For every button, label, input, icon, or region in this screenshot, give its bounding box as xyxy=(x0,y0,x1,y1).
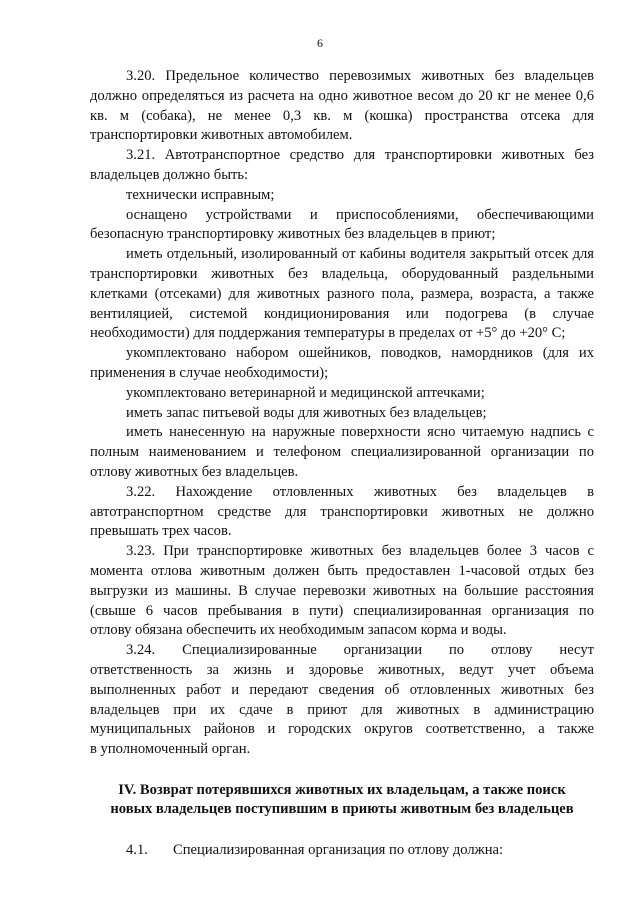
paragraph-line: владельцев при их сдаче в приют для животных в администрацию xyxy=(90,701,594,718)
item-4-1-number: 4.1. xyxy=(126,841,148,858)
paragraph-line: 3.24. Специализированные организации по отлову несут xyxy=(126,642,594,659)
paragraph-line: 3.23. При транспортировке животных без владельцев более 3 часов с xyxy=(126,543,594,560)
item-4-1-text: Специализированная организация по отлову должна: xyxy=(173,841,504,858)
paragraph-3-22: 3.22. Нахождение отловленных животных без владельцев в автотранспортном средстве для транспортировки животных не должно превышать трех часов. xyxy=(90,483,594,540)
requirement-first-aid-kits: укомплектовано ветеринарной и медицинской аптечками; xyxy=(126,384,485,401)
paragraph-line: отлову обязана обеспечить их необходимым запасом корма и воды. xyxy=(90,622,507,639)
paragraph-3-21: 3.21. Автотранспортное средство для транспортировки животных без владельцев должно быть: xyxy=(90,147,594,183)
paragraph-line: ответственность за жизнь и здоровье животных, ведут учет объема xyxy=(90,661,594,678)
page-number: 6 xyxy=(317,36,323,50)
paragraph-line: муниципальных районов и городских округов соответственно, а также xyxy=(90,721,594,738)
paragraph-3-24 xyxy=(90,641,594,760)
paragraph-line: в уполномоченный орган. xyxy=(90,741,251,758)
requirement-collars-leashes: укомплектовано набором ошейников, поводков, намордников (для их применения в случае необходимости); xyxy=(90,345,594,381)
section-heading-line-2: новых владельцев поступившим в приюты животным без владельцев xyxy=(110,801,574,818)
requirement-exterior-inscription: иметь нанесенную на наружные поверхности ясно читаемую надпись с полным наименованием и телефоном специализированной организации по отлову животных без владельцев. xyxy=(90,424,594,480)
item-4-1 xyxy=(90,841,594,861)
paragraph-3-23 xyxy=(90,542,594,641)
section-iv-heading xyxy=(90,781,594,820)
paragraph-line: момента отлова животным должен быть предоставлен 1-часовой отдых без xyxy=(90,562,594,579)
paragraph-line: выгрузки из машины. В случае перевозки животных на большие расстояния xyxy=(90,582,594,599)
paragraph-line: выполненных работ и передают сведения об отловленных животных без xyxy=(90,681,594,698)
requirement-separate-compartment: иметь отдельный, изолированный от кабины водителя закрытый отсек для транспортировки животных без владельца, оборудованный раздельными клетками (отсеками) для животных разного пола, размера, возраста, а также вентиляцией, системой кондиционирования или подогрева (в случае необходимости) для поддержания температуры в пределах от +5° до +20° С; xyxy=(90,246,594,342)
paragraph-line: (свыше 6 часов пребывания в пути) специализированная организация по xyxy=(90,602,594,619)
requirement-drinking-water: иметь запас питьевой воды для животных без владельцев; xyxy=(126,404,487,421)
requirement-equipped-devices: оснащено устройствами и приспособлениями, обеспечивающими безопасную транспортировку животных без владельцев в приют; xyxy=(90,206,594,243)
requirement-technically-sound: технически исправным; xyxy=(126,186,275,203)
document-body xyxy=(90,67,594,861)
paragraph-3-20: 3.20. Предельное количество перевозимых животных без владельцев должно определяться из расчета на одно животное весом до 20 кг не менее 0,6 кв. м (собака), не менее 0,3 кв. м (кошка) пространства отсека для транспортировки животных автомобилем. xyxy=(90,68,594,144)
section-heading-line-1: IV. Возврат потерявшихся животных их владельцам, а также поиск xyxy=(118,781,566,798)
